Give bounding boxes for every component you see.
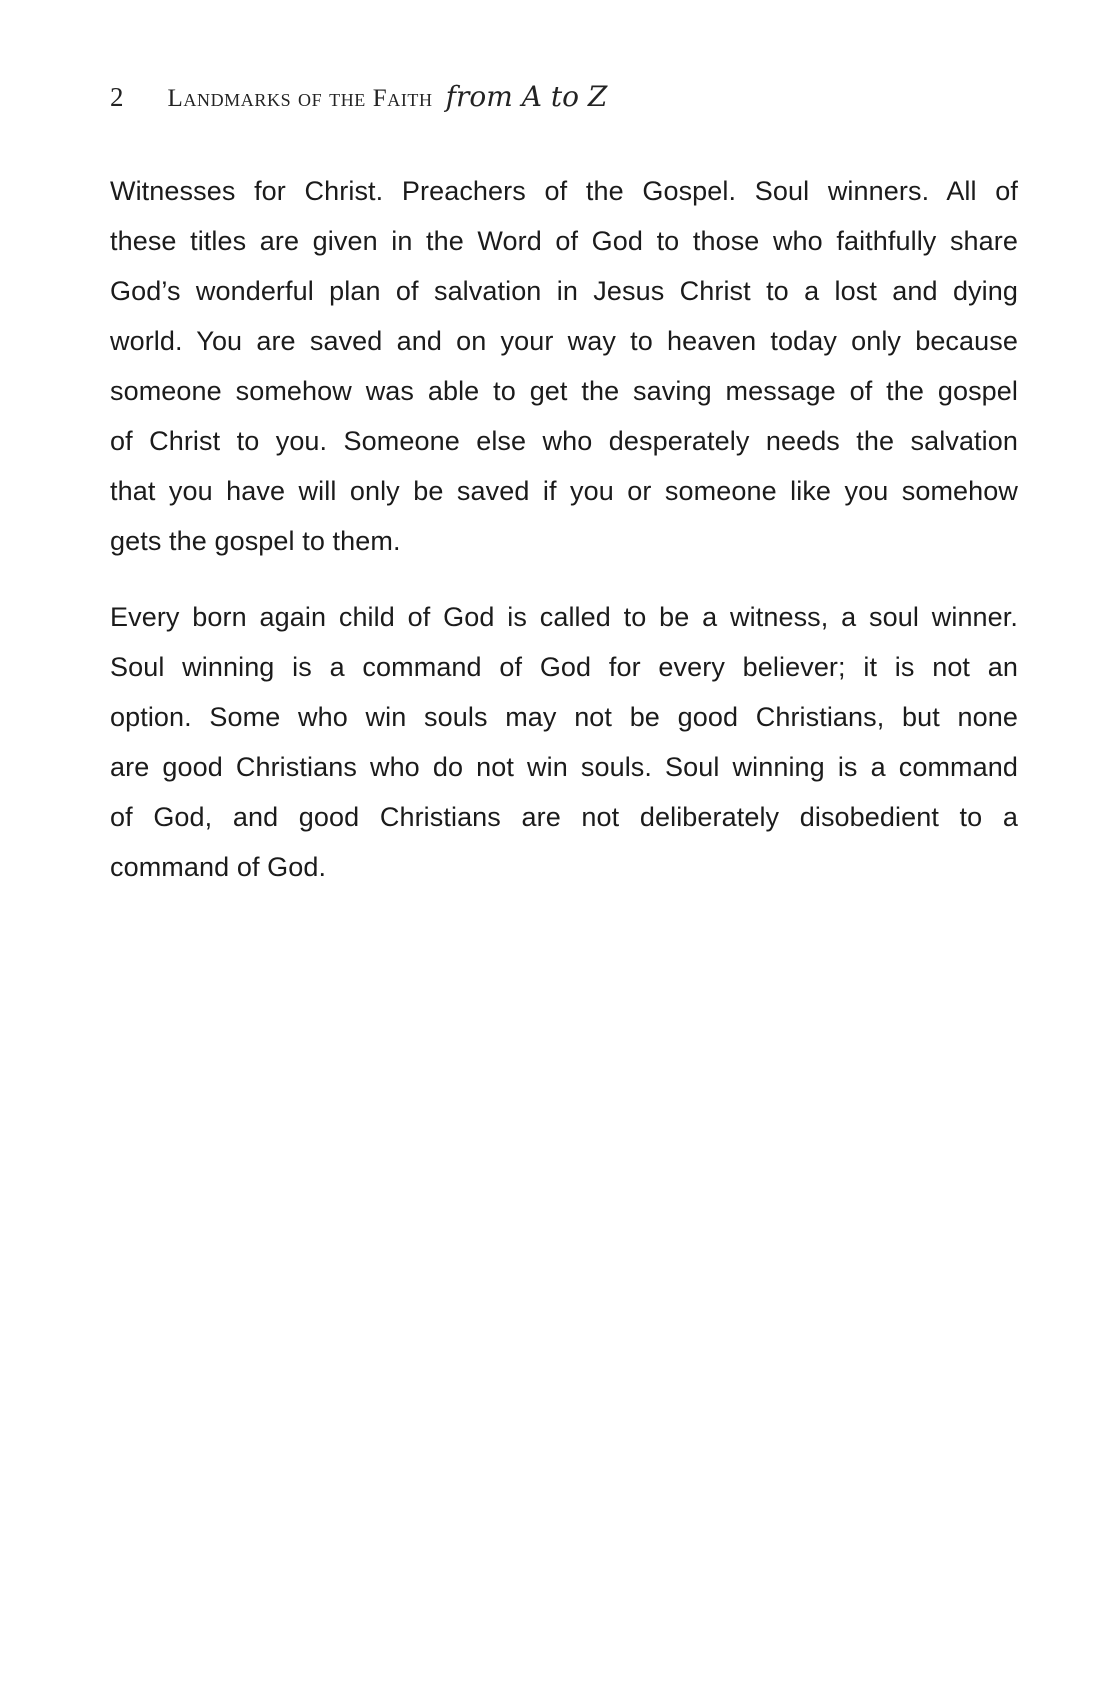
text-line: of God, and good Christians are not deliberately disobedient to a — [110, 802, 1018, 832]
text-line: world. You are saved and on your way to heaven today only because — [110, 326, 1018, 356]
text-line: Every born again child of God is called to be a witness, a soul winner. — [110, 602, 1018, 632]
text-line: someone somehow was able to get the saving message of the gospel — [110, 376, 1018, 406]
running-header — [110, 80, 1018, 114]
text-line: command of God. — [110, 852, 327, 882]
text-line: Soul winning is a command of God for every believer; it is not an — [110, 652, 1018, 682]
text-line: option. Some who win souls may not be good Christians, but none — [110, 702, 1018, 732]
text-line: are good Christians who do not win souls. Soul winning is a command — [110, 752, 1018, 782]
text-line: God’s wonderful plan of salvation in Jesus Christ to a lost and dying — [110, 276, 1018, 306]
text-line: that you have will only be saved if you or someone like you somehow — [110, 476, 1018, 506]
text-line: gets the gospel to them. — [110, 526, 401, 556]
text-line: Witnesses for Christ. Preachers of the Gospel. Soul winners. All of — [110, 176, 1018, 206]
text-line: these titles are given in the Word of God to those who faithfully share — [110, 226, 1018, 256]
book-title-suffix: from A to Z — [445, 80, 608, 113]
page-body — [110, 166, 1018, 892]
paragraph — [110, 166, 1018, 566]
paragraph — [110, 592, 1018, 892]
text-line: of Christ to you. Someone else who desperately needs the salvation — [110, 426, 1018, 456]
book-title: Landmarks of the Faith — [167, 85, 433, 112]
page-number: 2 — [110, 82, 124, 112]
text-column — [110, 80, 1018, 892]
